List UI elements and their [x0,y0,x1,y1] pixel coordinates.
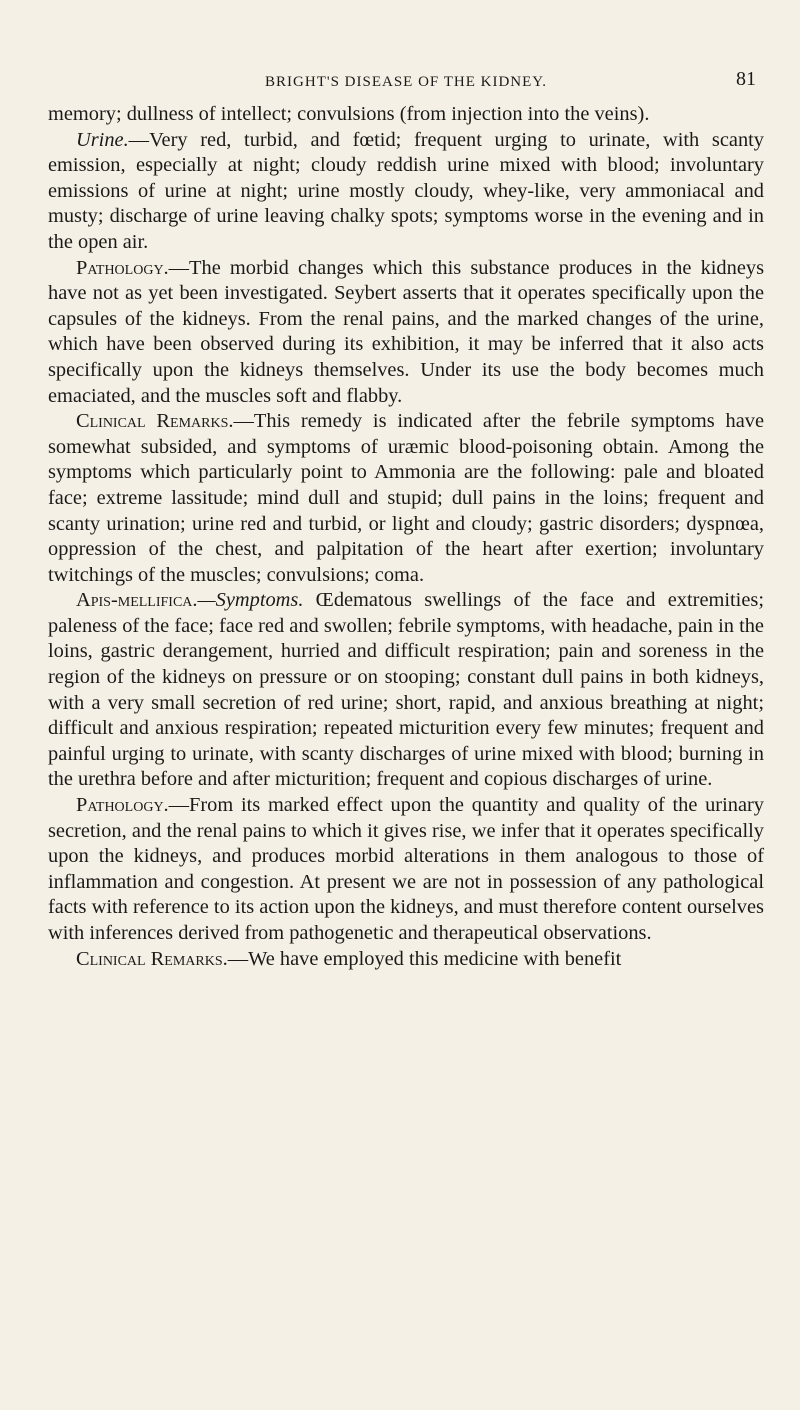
paragraph-continuation [48,102,764,128]
paragraph-text: —The morbid changes which this substance produces in the kidneys have not as yet been investigated. Seybert asserts that it operates specifically upon the capsules of the kidneys. From the renal pains, and the marked changes of the urine, which have been observed during its exhibition, it may be inferred that it also acts specifically upon the kidneys themselves. Under its use the body becomes much emaciated, and the muscles soft and flabby. [48,256,764,407]
paragraph-pathology-apis [48,793,764,947]
body-text [48,102,764,972]
paragraph-heading: Pathology. [76,256,169,279]
paragraph-subheading: Urine. [76,128,129,151]
paragraph-heading: Apis-mellifica. [76,589,198,612]
paragraph-text: Œdematous swellings of the face and extremities; paleness of the face; face red and swollen; febrile symptoms, with headache, pain in the loins, gastric derangement, hurried and difficult respiration; pain and soreness in the region of the kidneys on pressure or on stooping; constant dull pains in both kidneys, with a very small secretion of red urine; short, rapid, and anxious breathing at night; difficult and anxious respiration; repeated micturition every few minutes; frequent and painful urging to urinate, with scanty discharges of urine mixed with blood; burning in the urethra before and after micturition; frequent and copious discharges of urine. [48,589,764,791]
paragraph-heading: Clinical Remarks. [76,410,234,433]
paragraph-urine [48,128,764,256]
paragraph-heading: Clinical Remarks. [76,947,228,970]
paragraph-text: —We have employed this medicine with benefit [227,947,622,970]
running-title: BRIGHT'S DISEASE OF THE KIDNEY. [265,74,547,90]
paragraph-text: —From its marked effect upon the quantity and quality of the urinary secretion, and the renal pains to which it gives rise, we infer that it operates specifically upon the kidneys, and produces morbid alterations in them analogous to those of inflammation and congestion. At present we are not in possession of any pathological facts with reference to its action upon the kidneys, and must therefore content ourselves with inferences derived from pathogenetic and therapeutical observations. [48,794,764,944]
paragraph-text: memory; dullness of intellect; convulsions (from injection into the veins). [48,103,650,125]
paragraph-clinical-remarks-apis [48,947,764,973]
paragraph-text: —This remedy is indicated after the febrile symptoms have somewhat subsided, and symptoms of uræmic blood-poisoning obtain. Among the symptoms which particularly point to Ammonia are the following: pale and bloated face; extreme lassitude; mind dull and stupid; dull pains in the loins; frequent and scanty urination; urine red and turbid, or light and cloudy; gastric disorders; dyspnœa, oppression of the chest, and palpitation of the heart after exertion; involuntary twitchings of the muscles; convulsions; coma. [48,410,764,586]
paragraph-clinical-remarks-ammonia [48,409,764,588]
paragraph-heading: Pathology. [76,794,169,817]
paragraph-pathology-ammonia [48,256,764,410]
running-head [48,68,764,96]
page-number: 81 [736,68,756,90]
paragraph-apis-mellifica [48,588,764,793]
paragraph-text: —Very red, turbid, and fœtid; frequent urging to urinate, with scanty emission, especially at night; cloudy reddish urine mixed with blood; involuntary emissions of urine at night; urine mostly cloudy, whey-like, very ammoniacal and musty; discharge of urine leaving chalky spots; symptoms worse in the evening and in the open air. [48,128,764,253]
paragraph-subheading: —Symptoms. [197,589,304,612]
